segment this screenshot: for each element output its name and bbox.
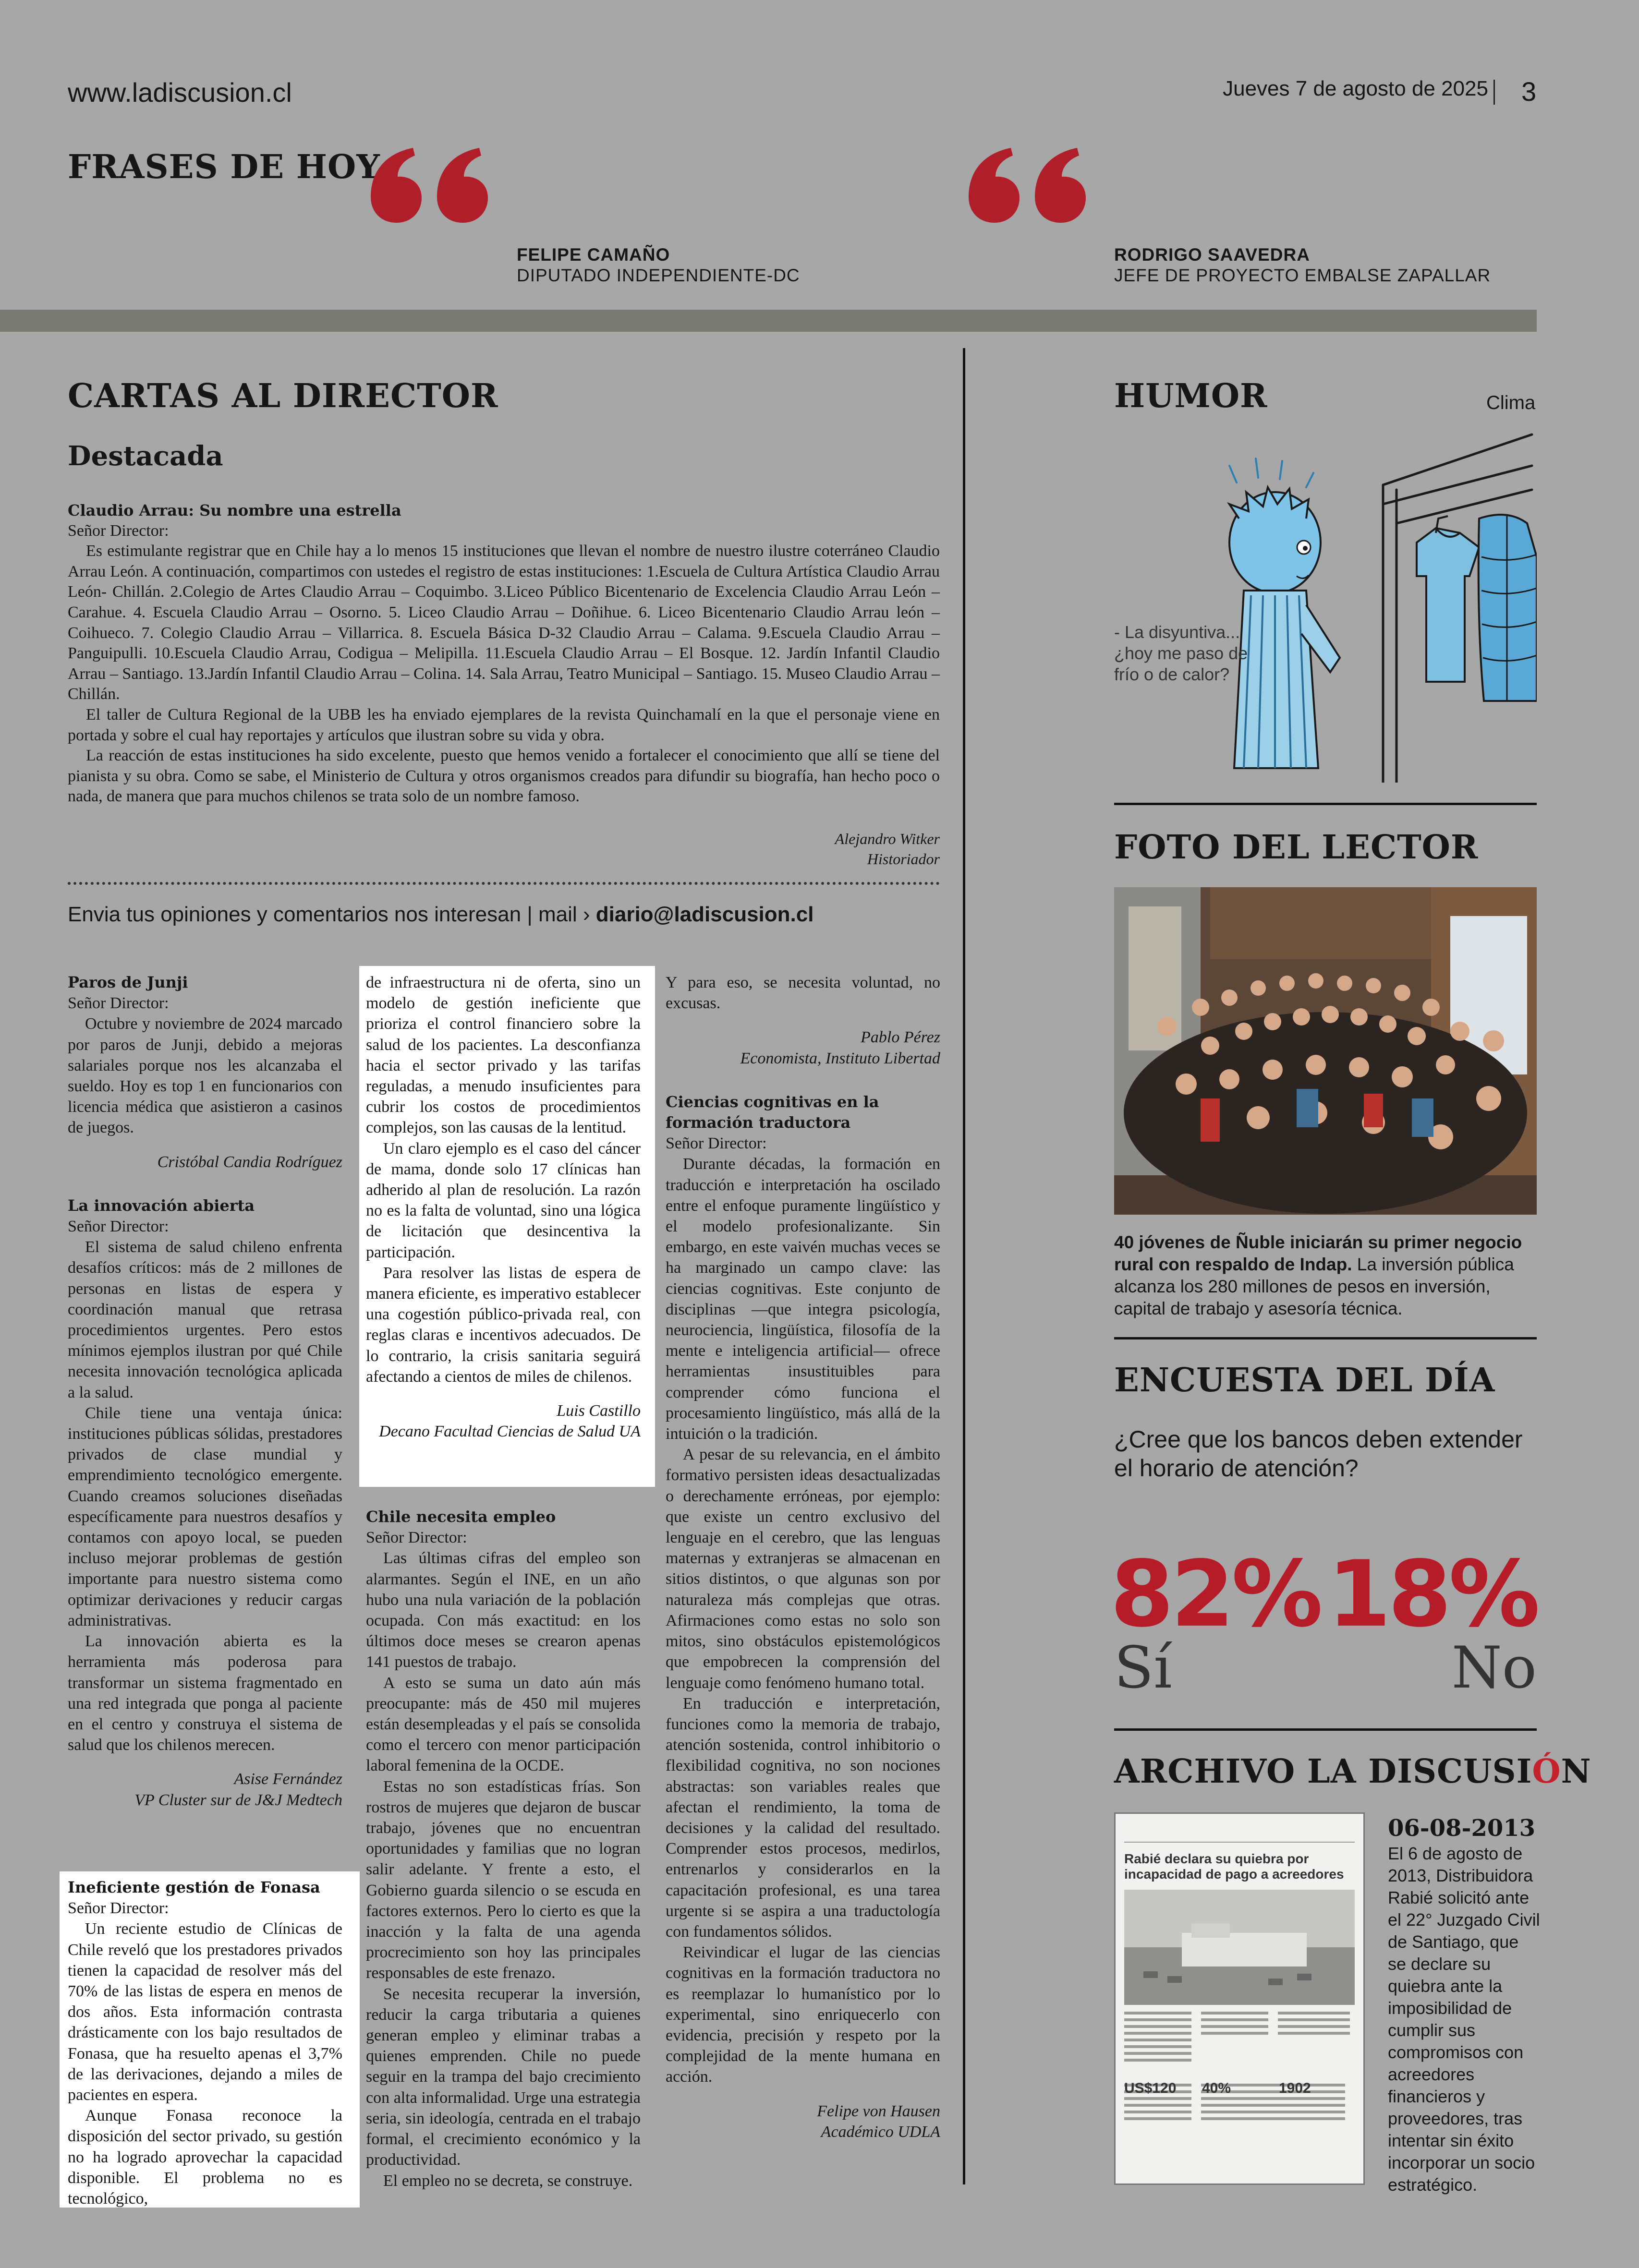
signature-name: Asise Fernández bbox=[234, 1770, 342, 1788]
opinions-contact bbox=[68, 903, 813, 927]
letter-paragraph: A pesar de su relevancia, en el ámbito formativo persisten ideas desactualizadas o derechamente erróneas, por ejemplo: que existe un centro exclusivo del lenguaje en el cerebro, que las lenguas maternas y extranjeras se almacenan en sitios distintos, o que algunas son por naturaleza más complejas que otras. Afirmaciones como estas no solo son mitos, sino obstáculos epistemológicos que empobrecen la comprensión del lenguaje como fenómeno humano total. bbox=[666, 1446, 940, 1692]
archive-text: El 6 de agosto de 2013, Distribuidora Rabié solicitó ante el 22° Juzgado Civil de Santiago, que se declare su quiebra ante la imposibilidad de cumplir sus compromisos con acreedores financieros y proveedores, tras intentar sin éxito incorporar un socio estratégico. bbox=[1388, 1844, 1540, 2195]
letter-paragraph: A esto se suma un dato aún más preocupante: más de 450 mil mujeres están desempleadas y el país se consolida como el tercero con menor participación laboral femenina de la OCDE. bbox=[366, 1674, 641, 1775]
foto-section-title: FOTO DEL LECTOR bbox=[1114, 828, 1479, 867]
letter-salutation: Señor Director: bbox=[68, 521, 169, 540]
signature-name: Luis Castillo bbox=[557, 1402, 641, 1420]
letter-title: Paros de Junji bbox=[68, 973, 188, 991]
letters-column-1 bbox=[68, 972, 342, 1810]
letter-salutation: Señor Director: bbox=[366, 1529, 467, 1547]
cartoon-illustration bbox=[1210, 432, 1537, 783]
letter-spacer bbox=[666, 1069, 940, 1092]
letter-paragraph: La reacción de estas instituciones ha sido excelente, puesto que hemos venido a fortalecer el conocimiento que allí se tiene del pianista y su obra. Como se sabe, el Ministerio de Cultura y otros organismos creados para difundir su biografía, han hecho poco o nada, de manera que para muchos chilenos se trata solo de un nombre famoso. bbox=[68, 747, 940, 806]
thumbnail-photo bbox=[1124, 1890, 1355, 2005]
site-url[interactable]: www.ladiscusion.cl bbox=[68, 77, 292, 108]
signature-role: Historiador bbox=[867, 850, 940, 868]
thumbnail-headline: Rabié declara su quiebra por incapacidad de pago a acreedores bbox=[1124, 1851, 1344, 1882]
thumbnail-masthead bbox=[1124, 1822, 1355, 1843]
letter-signature bbox=[68, 1769, 342, 1810]
signature-name: Felipe von Hausen bbox=[817, 2102, 940, 2120]
signature-role: VP Cluster sur de J&J Medtech bbox=[134, 1791, 342, 1809]
poll-yes-percent: 82% bbox=[1110, 1541, 1320, 1647]
signature-name: Alejandro Witker bbox=[835, 830, 940, 847]
letter-paragraph: Estas no son estadísticas frías. Son rostros de mujeres que dejaron de buscar trabajo, jóvenes que no encuentran oportunidades y familias que no logran salir adelante. Y frente a esto, el Gobierno guarda silencio o se escuda en factores externos. Pero lo cierto es que la inacción y la falta de una agenda procrecimiento son hoy las principales responsables de este frenazo. bbox=[366, 1777, 641, 1982]
letter-paragraph: El taller de Cultura Regional de la UBB les ha enviado ejemplares de la revista Quinchamalí en la que el personaje viene en portada y sobre el cual hay reportajes y artículos que ilustran sobre su vida y obra. bbox=[68, 705, 940, 744]
letter-paragraph: El empleo no se decreta, se construye. bbox=[383, 2171, 633, 2190]
archive-title-main: ARCHIVO LA DISCUSI bbox=[1114, 1752, 1532, 1791]
featured-label: Destacada bbox=[68, 440, 223, 472]
signature-role: Decano Facultad Ciencias de Salud UA bbox=[379, 1423, 641, 1441]
poll-section-title: ENCUESTA DEL DÍA bbox=[1114, 1361, 1495, 1399]
letter-paragraph: El sistema de salud chileno enfrenta desafíos críticos: más de 2 millones de personas en listas de espera y coordinación manual que retrasa procedimientos urgentes. Pero estos mínimos ejemplos ilustran por qué Chile necesita innovación tecnológica aplicada a la salud. bbox=[68, 1238, 342, 1401]
photo-caption-text: La inversión pública alcanza los 280 millones de pesos en inversión, capital de trabajo y asesoría técnica. bbox=[1114, 1255, 1514, 1318]
letter-title: Claudio Arrau: Su nombre una estrella bbox=[68, 501, 401, 519]
quote-mark-icon bbox=[365, 144, 495, 226]
letter-paragraph: Las últimas cifras del empleo son alarmantes. Según el INE, en un año hubo una nula variación de la población ocupada. Con más exactitud: en los últimos doce meses se crearon apenas 141 puestos de trabajo. bbox=[366, 1549, 641, 1671]
section-rule bbox=[1114, 1337, 1537, 1339]
thumbnail-photo-drawing bbox=[1124, 1890, 1355, 2005]
poll-no-percent: 18% bbox=[1327, 1541, 1537, 1647]
letter-paragraph: Es estimulante registrar que en Chile hay a lo menos 15 instituciones que llevan el nombre de nuestro ilustre coterráneo Claudio Arrau León. A continuación, compartimos con ustedes el registro de estas instituciones: 1.Escuela de Cultura Artística Claudio Arrau León- Chillán. 2.Colegio de Artes Claudio Arrau – Coquimbo. 3.Liceo Público Bicentenario de Excelencia Claudio Arrau León – Carahue. 4. Escuela Claudio Arrau – Osorno. 5. Liceo Claudio Arrau – Doñihue. 6. Liceo Bicentenario Claudio Arrau león – Coihueco. 7. Colegio Claudio Arrau – Villarrica. 8. Escuela Básica D-32 Claudio Arrau – Calama. 9.Escuela Claudio Arrau – Panguipulli. 10.Escuela Claudio Arrau, Codigua – Melipilla. 11.Escuela Claudio Arrau – El Bosque. 12. Jardín Infantil Claudio Arrau – Santiago. 13.Jardín Infantil Claudio Arrau – Colina. 14. Sala Arrau, Teatro Municipal – Santiago. 15. Museo Claudio Arrau – Chillán. bbox=[68, 542, 940, 703]
poll-question: ¿Cree que los bancos deben extender el horario de atención? bbox=[1114, 1426, 1523, 1482]
letter-paragraph: Octubre y noviembre de 2024 marcado por paros de Junji, debido a mejoras salariales porque nos les alcanzaba el sueldo. Hoy es top 1 en funcionarios con licencia médica que asistieron a casinos de juegos. bbox=[68, 1015, 342, 1137]
letter-empleo bbox=[366, 1507, 641, 2191]
letter-paragraph: Se necesita recuperar la inversión, reducir la carga tributaria a quienes generan empleo y eliminar trabas a quienes emprenden. Chile no puede seguir en la trampa del bajo crecimiento con alta informalidad. Urge una estrategia seria, sin ideología, centrada en el trabajo formal, el crecimiento económico y la productividad. bbox=[366, 1985, 641, 2169]
photo-caption-headline: 40 jóvenes de Ñuble iniciarán su primer negocio rural con respaldo de Indap. bbox=[1114, 1232, 1522, 1274]
thumbnail-figure: 1902 bbox=[1279, 2080, 1311, 2096]
page-number: 3 bbox=[1521, 76, 1537, 107]
letter-signature bbox=[68, 829, 940, 869]
featured-letter bbox=[68, 500, 940, 807]
thumbnail-figure: 40% bbox=[1202, 2080, 1231, 2096]
letter-paragraph: de infraestructura ni de oferta, sino un modelo de gestión ineficiente que prioriza el control financiero sobre la salud de los pacientes. La desconfianza hacia el sector privado y las tarifas reguladas, a menudo insuficientes para cubrir los costos de procedimientos complejos, son las causas de la lentitud. bbox=[366, 974, 641, 1137]
letter-title: La innovación abierta bbox=[68, 1196, 255, 1215]
archive-page-thumbnail bbox=[1114, 1812, 1365, 2185]
letter-paragraph: Y para eso, se necesita voluntad, no excusas. bbox=[666, 974, 940, 1013]
signature-name: Cristóbal Candia Rodríguez bbox=[157, 1153, 342, 1171]
letter-title: Ineficiente gestión de Fonasa bbox=[68, 1878, 320, 1896]
signature-name: Pablo Pérez bbox=[861, 1028, 940, 1047]
letter-signature bbox=[366, 1400, 641, 1442]
letter-paragraph: Un claro ejemplo es el caso del cáncer de mama, donde solo 17 clínicas han adherido al plan de resolución. La razón no es la falta de voluntad, sino una lógica de licitación que desincentiva la participación. bbox=[366, 1139, 641, 1261]
letter-paragraph: La innovación abierta es la herramienta más poderosa para transformar un sistema fragmentado en una red integrada que ponga al paciente en el centro y construya el sistema de salud que los chilenos merecen. bbox=[68, 1632, 342, 1754]
issue-date: Jueves 7 de agosto de 2025 bbox=[1223, 77, 1488, 100]
photo-caption bbox=[1114, 1231, 1537, 1320]
letter-paragraph: En traducción e interpretación, funciones como la memoria de trabajo, atención sostenida, control inhibitorio o flexibilidad cognitiva, no son nociones abstractas: son variables reales que afectan el rendimiento, la toma de decisiones y la calidad del resultado. Comprender estos procesos, medirlos, entrenarlos y considerarlos en la capacitación profesional, es una tarea urgente si se aspira a una traductología con fundamentos sólidos. bbox=[666, 1694, 940, 1941]
section-rule bbox=[1114, 1728, 1537, 1731]
column-rule bbox=[963, 348, 965, 2184]
letter-fonasa bbox=[68, 1877, 342, 2209]
letter-signature bbox=[666, 1027, 940, 1068]
letters-column-3 bbox=[666, 972, 940, 2142]
contact-email-link[interactable]: diario@ladiscusion.cl bbox=[595, 903, 814, 926]
thumbnail-figure: US$120 bbox=[1124, 2080, 1177, 2096]
quote-author-role: JEFE DE PROYECTO EMBALSE ZAPALLAR bbox=[1114, 265, 1491, 285]
reader-group-photo bbox=[1114, 887, 1537, 1215]
letter-fonasa-continued bbox=[366, 972, 641, 1442]
letter-salutation: Señor Director: bbox=[68, 1218, 169, 1236]
group-photo-illustration bbox=[1114, 887, 1537, 1215]
cartoon-caption: - La disyuntiva... ¿hoy me paso de frío o de calor? bbox=[1114, 622, 1248, 684]
letter-paragraph: Para resolver las listas de espera de manera eficiente, es imperativo establecer una cogestión público-privada real, con reglas claras e incentivos adecuados. De lo contrario, la crisis sanitaria seguirá afectando a cientos de miles de chilenos. bbox=[366, 1264, 641, 1386]
archive-date: 06-08-2013 bbox=[1388, 1815, 1536, 1842]
letter-paragraph: Durante décadas, la formación en traducción e interpretación ha oscilado entre el enfoque puramente lingüístico y el modelo profesionalizante. Sin embargo, en este vaivén muchas veces se ha marginado un campo clave: las ciencias cognitivas. Este conjunto de disciplinas —que integra psicología, neurociencia, lingüística, filosofía de la mente e inteligencia artificial— ofrece herramientas insustituibles para comprender cómo funciona el procesamiento lingüístico, más allá de la intuición o la tradición. bbox=[666, 1155, 940, 1443]
header-separator bbox=[1493, 80, 1495, 105]
poll-yes-label: Sí bbox=[1114, 1635, 1172, 1701]
cartoon-drawing bbox=[1210, 432, 1537, 783]
quote-mark-icon bbox=[963, 144, 1093, 226]
letter-signature bbox=[666, 2101, 940, 2142]
quote-glyph bbox=[963, 144, 1093, 226]
cartas-section-title: CARTAS AL DIRECTOR bbox=[68, 377, 498, 415]
letter-paragraph: Un reciente estudio de Clínicas de Chile reveló que los prestadores privados tienen la capacidad de resolver más del 70% de las listas de espera en menos de dos años. Esta información contrasta drásticamente con los bajo resultados de Fonasa, que ha resuelto apenas el 3,7% de las derivaciones, dejando a miles de pacientes en espera. bbox=[68, 1920, 342, 2104]
letter-paragraph: Reivindicar el lugar de las ciencias cognitivas en la formación traductora no es reemplazar lo humanístico por lo experimental, sino enriquecerlo con evidencia, precisión y respeto por la complejidad de la mente humana en acción. bbox=[666, 1943, 940, 2086]
signature-role: Economista, Instituto Libertad bbox=[740, 1049, 940, 1067]
letter-title: Chile necesita empleo bbox=[366, 1508, 556, 1526]
archive-section-title bbox=[1114, 1752, 1591, 1791]
letter-paragraph: Aunque Fonasa reconoce la disposición del sector privado, su gestión no ha logrado aprovechar la capacidad disponible. El problema no es tecnológico, bbox=[68, 2107, 342, 2208]
humor-section-title: HUMOR bbox=[1114, 377, 1268, 415]
letter-paragraph: Chile tiene una ventaja única: instituciones públicas sólidas, prestadores privados de clase mundial y emprendimiento tecnológico emergente. Cuando creamos soluciones diseñadas específicamente para nuestros desafíos y contamos con apoyo local, se pueden incluso mejorar problemas de gestión importante para nuestro sistema como optimizar derivaciones y reducir cargas administrativas. bbox=[68, 1404, 342, 1629]
letter-spacer bbox=[68, 1172, 342, 1195]
quote-glyph bbox=[365, 144, 495, 226]
quote-author-name: RODRIGO SAAVEDRA bbox=[1114, 245, 1310, 265]
section-rule bbox=[1114, 803, 1537, 805]
archive-title-accent: Ó bbox=[1532, 1752, 1561, 1791]
letter-title: Ciencias cognitivas en la formación traductora bbox=[666, 1092, 879, 1132]
opinions-text: Envia tus opiniones y comentarios nos interesan | mail › bbox=[68, 903, 596, 926]
cartoon-title: Clima bbox=[1486, 392, 1536, 413]
section-divider-band bbox=[0, 310, 1537, 332]
letter-salutation: Señor Director: bbox=[68, 994, 169, 1013]
quote-author-name: FELIPE CAMAÑO bbox=[517, 245, 670, 265]
quote-author-role: DIPUTADO INDEPENDIENTE-DC bbox=[517, 265, 800, 285]
letter-salutation: Señor Director: bbox=[68, 1899, 169, 1918]
frases-section-title: FRASES DE HOY bbox=[68, 148, 380, 186]
poll-no-label: No bbox=[1451, 1635, 1537, 1701]
dotted-divider bbox=[68, 882, 940, 885]
signature-role: Académico UDLA bbox=[821, 2123, 940, 2141]
letter-salutation: Señor Director: bbox=[666, 1134, 767, 1153]
archive-title-end: N bbox=[1561, 1752, 1591, 1791]
